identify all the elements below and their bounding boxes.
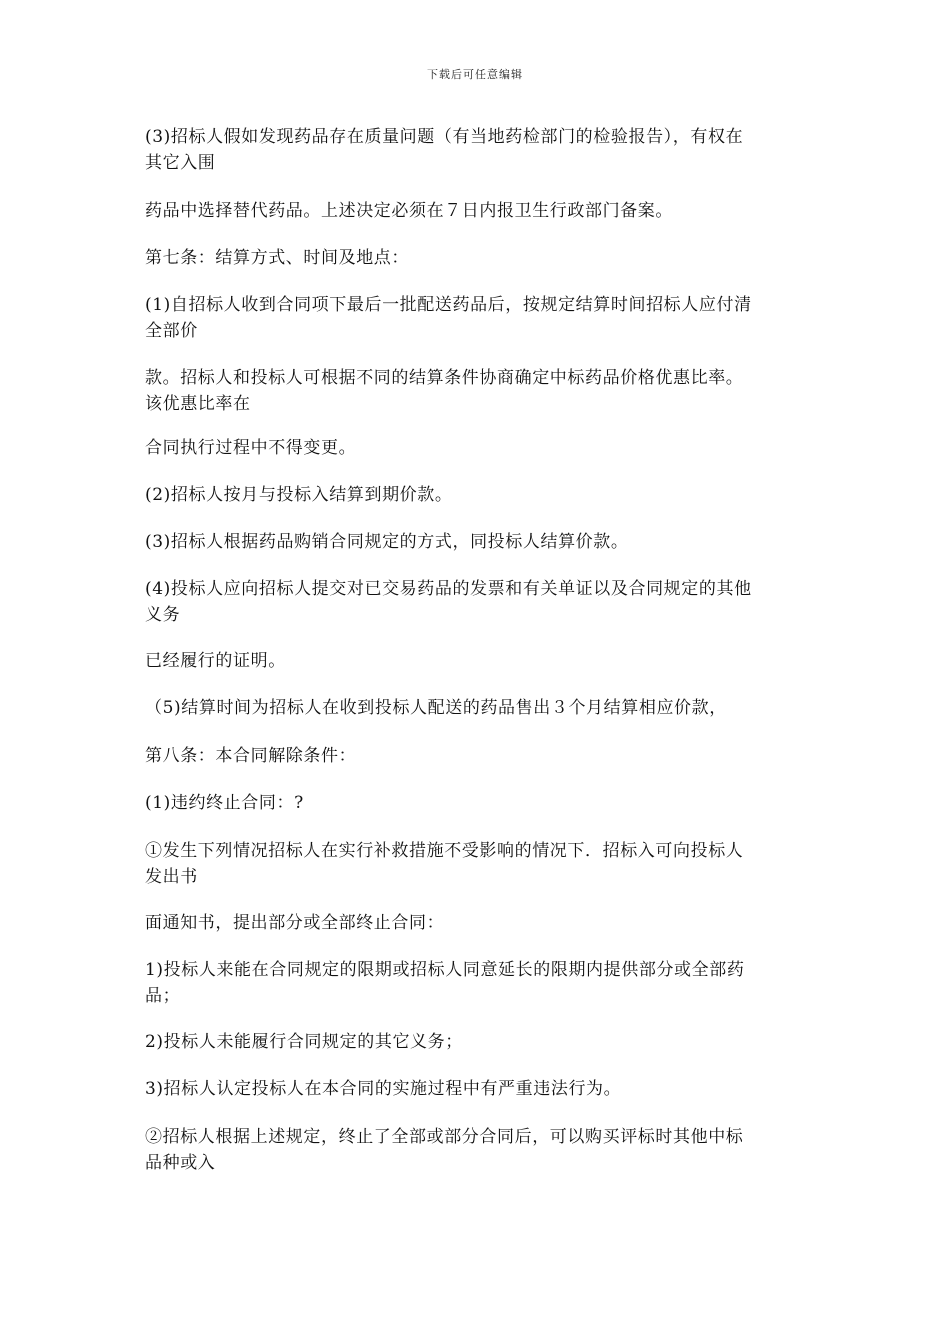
page-header: 下载后可任意编辑 bbox=[427, 68, 523, 81]
paragraph-line: 3)招标人认定投标人在本合同的实施过程中有严重违法行为。 bbox=[145, 1079, 622, 1099]
paragraph-11 bbox=[145, 695, 810, 721]
paragraph-line: 全部价 bbox=[145, 321, 198, 341]
paragraph-line: 第八条：本合同解除条件： bbox=[145, 746, 357, 766]
paragraph-line: 品种或入 bbox=[145, 1153, 216, 1173]
paragraph-1 bbox=[145, 124, 810, 176]
paragraph-line: 已经履行的证明。 bbox=[145, 651, 286, 671]
paragraph-14 bbox=[145, 838, 810, 890]
paragraph-line: 面通知书，提出部分或全部终止合同： bbox=[145, 913, 445, 933]
paragraph-4 bbox=[145, 292, 810, 344]
paragraph-line: 款。招标人和投标人可根据不同的结算条件协商确定中标药品价格优惠比率。 bbox=[145, 368, 744, 388]
paragraph-line: (2)招标人按月与投标入结算到期价款。 bbox=[145, 485, 453, 505]
paragraph-19 bbox=[145, 1124, 810, 1176]
paragraph-line: 1)投标人来能在合同规定的限期或招标人同意延长的限期内提供部分或全部药 bbox=[145, 960, 745, 980]
paragraph-line: (1)自招标人收到合同项下最后一批配送药品后，按规定结算时间招标人应付清 bbox=[145, 295, 752, 315]
paragraph-17 bbox=[145, 1029, 810, 1055]
paragraph-line: 品； bbox=[145, 986, 181, 1006]
paragraph-18 bbox=[145, 1076, 810, 1102]
paragraph-15 bbox=[145, 910, 810, 936]
paragraph-line: 2)投标人未能履行合同规定的其它义务； bbox=[145, 1032, 463, 1052]
paragraph-line: 发出书 bbox=[145, 867, 198, 887]
paragraph-line: 其它入围 bbox=[145, 153, 216, 173]
paragraph-line: 第七条：结算方式、时间及地点： bbox=[145, 248, 409, 268]
paragraph-line: （5)结算时间为招标人在收到投标人配送的药品售出３个月结算相应价款， bbox=[145, 698, 727, 718]
paragraph-line: 药品中选择替代药品。上述决定必须在７日内报卫生行政部门备案。 bbox=[145, 201, 673, 221]
paragraph-13 bbox=[145, 790, 810, 816]
paragraph-line: 合同执行过程中不得变更。 bbox=[145, 438, 357, 458]
paragraph-line: 义务 bbox=[145, 605, 181, 625]
paragraph-8 bbox=[145, 529, 810, 555]
article-8-heading bbox=[145, 743, 810, 769]
article-7-heading bbox=[145, 245, 810, 271]
paragraph-line: (4)投标人应向招标人提交对已交易药品的发票和有关单证以及合同规定的其他 bbox=[145, 579, 752, 599]
paragraph-line: (1)违约终止合同：? bbox=[145, 793, 304, 813]
paragraph-2 bbox=[145, 198, 810, 224]
paragraph-9 bbox=[145, 576, 810, 628]
paragraph-6 bbox=[145, 435, 810, 461]
paragraph-7 bbox=[145, 482, 810, 508]
paragraph-16 bbox=[145, 957, 810, 1009]
paragraph-line: ②招标人根据上述规定，终止了全部或部分合同后，可以购买评标时其他中标 bbox=[145, 1127, 744, 1147]
paragraph-line: (3)招标人根据药品购销合同规定的方式，同投标人结算价款。 bbox=[145, 532, 629, 552]
paragraph-line: 该优惠比率在 bbox=[145, 394, 251, 414]
paragraph-line: ①发生下列情况招标人在实行补救措施不受影响的情况下．招标入可向投标人 bbox=[145, 841, 744, 861]
paragraph-5 bbox=[145, 365, 810, 417]
paragraph-10 bbox=[145, 648, 810, 674]
paragraph-line: (3)招标人假如发现药品存在质量问题（有当地药检部门的检验报告），有权在 bbox=[145, 127, 744, 147]
